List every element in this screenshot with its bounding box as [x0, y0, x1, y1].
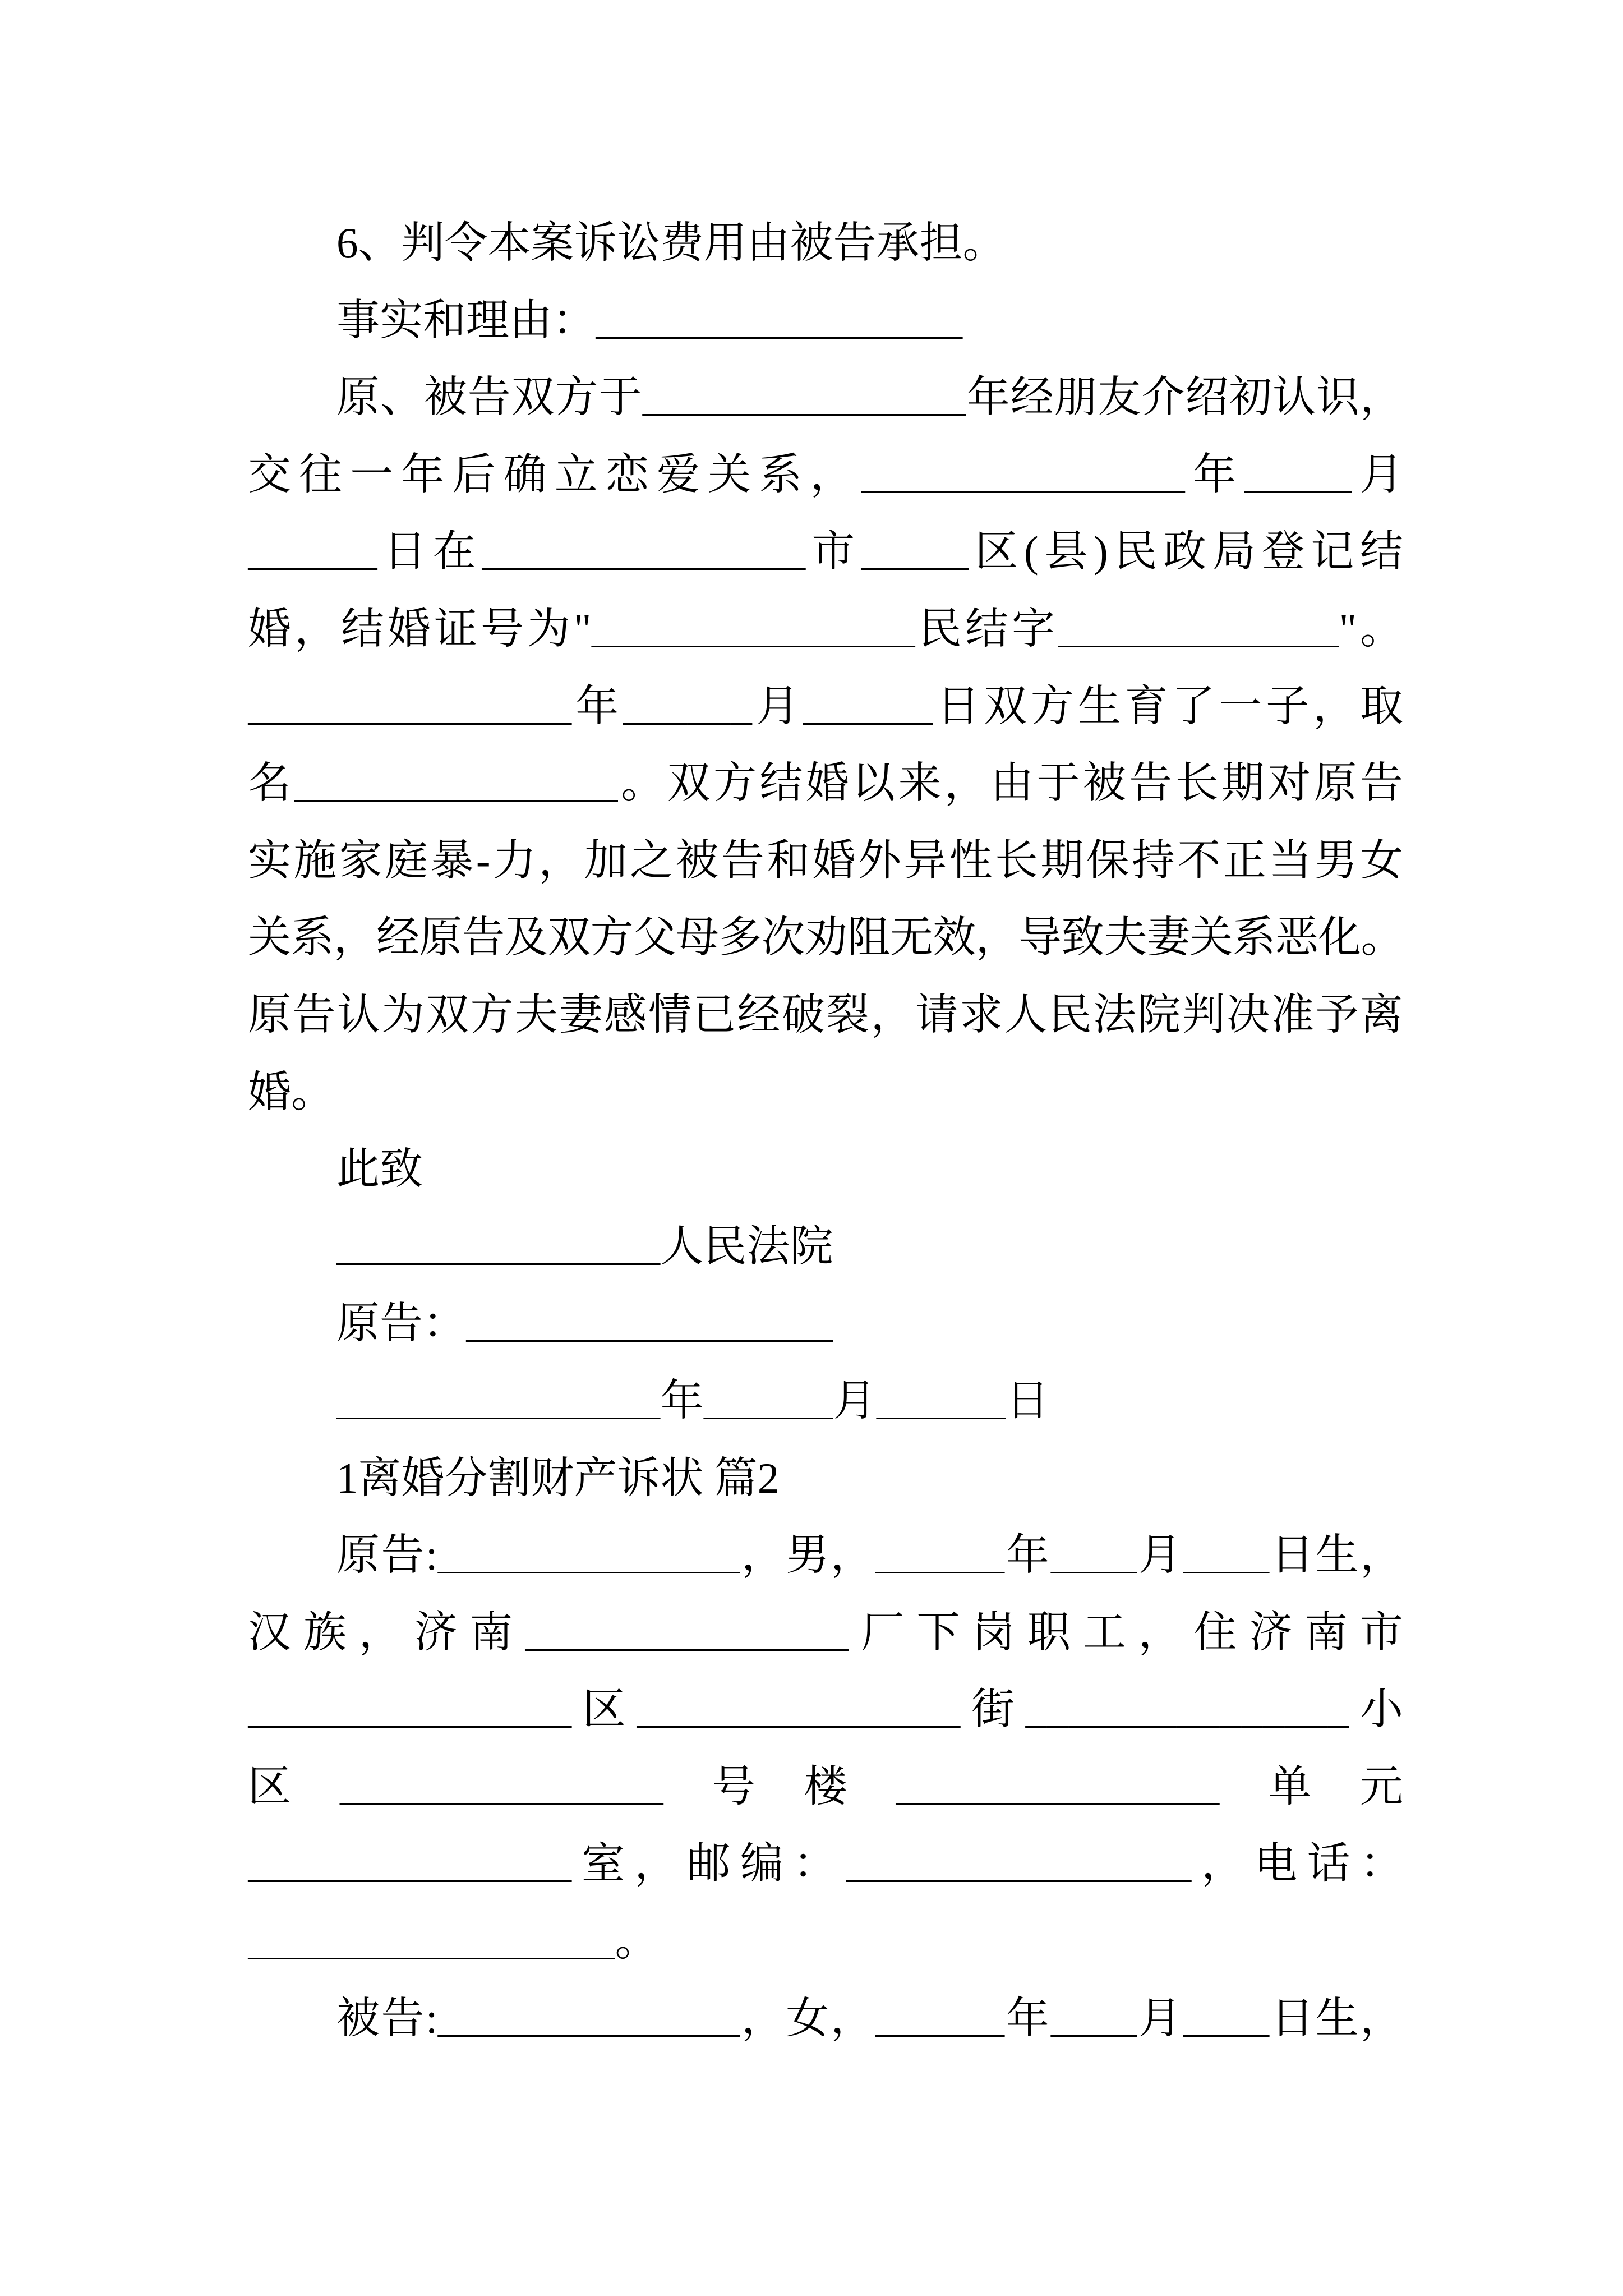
- fill-in-blank: _______________: [591, 614, 916, 655]
- facts-body-line: 实施家庭暴-力，加之被告和婚外异性长期保持不正当男女: [248, 836, 1403, 885]
- fill-in-blank: _____________: [1058, 614, 1339, 655]
- plaintiff-info-line: _________________。: [248, 1917, 658, 1967]
- court-name-line: _______________人民法院: [336, 1222, 833, 1272]
- facts-body-line: 关系，经原告及双方父母多次劝阻无效，导致夫妻关系恶化。: [248, 913, 1403, 962]
- fill-in-blank: _______________: [248, 691, 572, 732]
- fill-in-blank: _______________: [861, 459, 1186, 500]
- facts-body-line: _______________年______月______日双方生育了一子，取: [248, 682, 1404, 732]
- fill-in-blank: ____: [1183, 2003, 1270, 2044]
- facts-heading: 事实和理由：_________________: [336, 296, 963, 346]
- plaintiff-info-line: 区_______________号楼_______________单元: [248, 1762, 1404, 1812]
- plaintiff-info-line: 汉族，济南_______________厂下岗职工，住济南市: [248, 1608, 1404, 1658]
- fill-in-blank: ____: [1050, 2003, 1137, 2044]
- fill-in-blank: ______: [803, 691, 933, 732]
- fill-in-blank: ______________: [437, 2003, 740, 2044]
- fill-in-blank: _______________: [637, 1695, 961, 1736]
- fill-in-blank: ______: [623, 691, 753, 732]
- fill-in-blank: ______: [248, 537, 378, 578]
- fill-in-blank: _____: [861, 537, 969, 578]
- fill-in-blank: _______________: [339, 1772, 664, 1812]
- facts-body-line: ______日在_______________市_____区(县)民政局登记结: [248, 527, 1403, 578]
- plaintiff-info-line: 原告:______________，男，______年____月____日生，: [336, 1531, 1404, 1581]
- closing-salutation: 此致: [336, 1145, 423, 1194]
- fill-in-blank: ____: [1183, 1540, 1270, 1581]
- signature-date-line: _______________年______月______日: [336, 1376, 1049, 1427]
- fill-in-blank: _______________: [336, 1231, 661, 1272]
- facts-body-line: 交往一年后确立恋爱关系，_______________年_____月: [248, 450, 1404, 500]
- fill-in-blank: ________________: [846, 1849, 1192, 1890]
- fill-in-blank: _______________: [248, 1695, 572, 1736]
- fill-in-blank: _______________: [1025, 1695, 1349, 1736]
- fill-in-blank: _______________: [248, 1849, 572, 1890]
- fill-in-blank: _______________: [896, 1772, 1220, 1812]
- claim-item-6: 6、判令本案诉讼费用由被告承担。: [336, 219, 1006, 267]
- fill-in-blank: ______: [875, 1540, 1005, 1581]
- fill-in-blank: _______________: [482, 537, 806, 578]
- fill-in-blank: ______: [876, 1386, 1006, 1427]
- fill-in-blank: ____: [1050, 1540, 1137, 1581]
- plaintiff-info-line: _______________区_______________街_______________小: [248, 1685, 1404, 1736]
- fill-in-blank: _________________: [466, 1309, 833, 1350]
- fill-in-blank: _____: [1244, 459, 1352, 500]
- document-body: [248, 205, 1403, 2057]
- fill-in-blank: _______________: [294, 769, 618, 809]
- fill-in-blank: _______________: [336, 1386, 661, 1427]
- fill-in-blank: _________________: [248, 1926, 615, 1967]
- defendant-info-line: 被告:______________，女，______年____月____日生，: [336, 1994, 1404, 2044]
- facts-body-line: 婚。: [248, 1068, 334, 1116]
- facts-body-line: 名_______________。双方结婚以来，由于被告长期对原告: [248, 759, 1404, 809]
- facts-body-line: 原、被告双方于_______________年经朋友介绍初认识，: [336, 373, 1404, 424]
- fill-in-blank: _______________: [642, 383, 966, 424]
- fill-in-blank: _________________: [596, 305, 963, 346]
- plaintiff-info-line: _______________室，邮编：________________，电话：: [248, 1839, 1404, 1890]
- facts-body-line: 婚，结婚证号为"_______________民结字_____________"。: [248, 604, 1404, 655]
- facts-body-line: 原告认为双方夫妻感情已经破裂，请求人民法院判决准予离: [248, 990, 1403, 1039]
- fill-in-blank: ______: [875, 2003, 1005, 2044]
- fill-in-blank: _______________: [525, 1617, 849, 1658]
- section-title: 1离婚分割财产诉状 篇2: [336, 1453, 780, 1502]
- fill-in-blank: ______________: [437, 1540, 740, 1581]
- plaintiff-signature-line: 原告：_________________: [336, 1299, 833, 1350]
- fill-in-blank: ______: [703, 1386, 833, 1427]
